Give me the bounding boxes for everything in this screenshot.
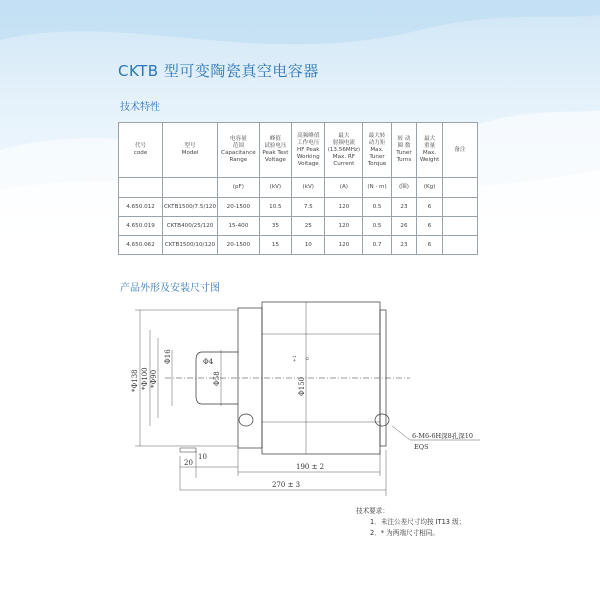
dim-len10: 10 [198,453,207,461]
table-row [119,198,478,217]
page-title: CKTB 型可变陶瓷真空电容器 [118,62,319,80]
table-cell: 120 [325,198,363,217]
header-cn: 代号 [134,143,147,149]
header-cell [218,123,260,178]
technical-notes [356,506,465,539]
header-cn: 最大转 动力矩 [368,132,386,146]
table-cell: 15 [259,236,291,255]
table-cell: 35 [259,217,291,236]
dim-d58: Φ58 [213,371,221,386]
table-cell: 26 [391,217,416,236]
table-cell: 6 [417,236,443,255]
header-en: Max. RF Current [332,153,355,167]
header-cn: 最大 重量 [423,136,436,149]
bolt-left [239,414,253,426]
section-title-specs: 技术特性 [120,102,160,113]
dim-d90: *Φ90 [150,369,158,388]
unit-cell: (pF) [218,178,260,198]
table-cell: 6 [417,217,443,236]
unit-cell: (圈) [391,178,416,198]
unit-cell: (N · m) [363,178,391,198]
unit-cell [442,178,477,198]
header-cell [391,123,416,178]
header-en: Model [181,150,199,156]
table-cell: 4.650.019 [119,217,163,236]
header-cell [163,123,218,178]
table-cell: 0.5 [363,198,391,217]
dim-d16: Φ16 [164,349,172,364]
table-cell: 20-1500 [218,236,260,255]
table-cell: 23 [391,198,416,217]
table-cell: CKTB400/25/120 [163,217,218,236]
header-cell [417,123,443,178]
table-cell: CKTB1500/7.5/120 [163,198,218,217]
notes-heading: 技术要求： [356,507,389,515]
table-row [119,236,478,255]
dim-d150-tol-up: +1 [293,355,298,362]
table-cell: 4.650.012 [119,198,163,217]
table-cell: 10 [292,236,325,255]
dim-len190: 190 ± 2 [296,463,325,471]
dim-d138: *Φ138 [131,369,139,392]
unit-cell [163,178,218,198]
unit-cell: (Kg) [417,178,443,198]
header-en: code [133,150,148,156]
note-1: 1．未注公差尺寸均按 IT13 级； [370,518,466,526]
header-cell [442,123,477,178]
dim-d100: *Φ100 [141,367,149,390]
header-cn: 电容量 范围 [229,136,247,149]
table-cell: 25 [292,217,325,236]
table-cell: 23 [391,236,416,255]
thread-eqs: EQS [414,443,429,451]
thread-spec: 6-M6-6H深8孔深10 [412,432,474,440]
dim-len20: 20 [184,459,193,467]
table-cell [442,198,477,217]
header-en: Peak Test Voltage [262,150,289,163]
header-cell [363,123,391,178]
table-cell [442,236,477,255]
header-en: Capacitance Range [221,150,256,163]
spec-table [118,122,478,255]
table-cell: 0.7 [363,236,391,255]
dim-d150: Φ150 [298,376,306,396]
table-cell: 120 [325,217,363,236]
header-cn: 转 动 圈 数 [397,136,411,149]
table-row [119,217,478,236]
table-cell: CKTB1500/10/120 [163,236,218,255]
table-cell: 15-400 [218,217,260,236]
dim-d4: Φ4 [203,358,214,366]
header-cn: 最大 射频电流 (13.56MHz) [327,132,361,153]
table-cell: 10.5 [259,198,291,217]
header-cell [119,123,163,178]
table-header-row [119,123,478,178]
dim-d150-tol-lo: 0 [306,357,311,360]
bolt-right [375,414,389,426]
table-units-row [119,178,478,198]
header-cn: 高频峰值 工作电压 [297,132,320,146]
unit-cell: (kV) [259,178,291,198]
table-cell: 4.650.062 [119,236,163,255]
unit-cell [119,178,163,198]
table-cell: 7.5 [292,198,325,217]
header-cn: 型号 [184,143,196,149]
table-cell: 120 [325,236,363,255]
header-cn: 峰值 试验电压 [264,136,287,149]
note-2: 2．* 为两端尺寸相同。 [370,529,439,537]
table-cell: 0.5 [363,217,391,236]
header-cell [325,123,363,178]
header-cell [259,123,291,178]
header-en: Max. Tuner Torque [367,146,387,167]
table-cell: 6 [417,198,443,217]
header-cell [292,123,325,178]
unit-cell: (A) [325,178,363,198]
header-en: Max. Weight [419,150,440,163]
dimension-drawing [110,300,510,500]
section-title-drawing: 产品外形及安装尺寸图 [120,283,220,294]
unit-cell: (kV) [292,178,325,198]
header-en: Tuner Turns [396,150,412,163]
dim-len270: 270 ± 3 [272,481,301,489]
table-cell [442,217,477,236]
header-en: HF Peak Working Voltage [296,146,320,167]
table-cell: 20-1500 [218,198,260,217]
header-cn: 备注 [454,146,466,153]
